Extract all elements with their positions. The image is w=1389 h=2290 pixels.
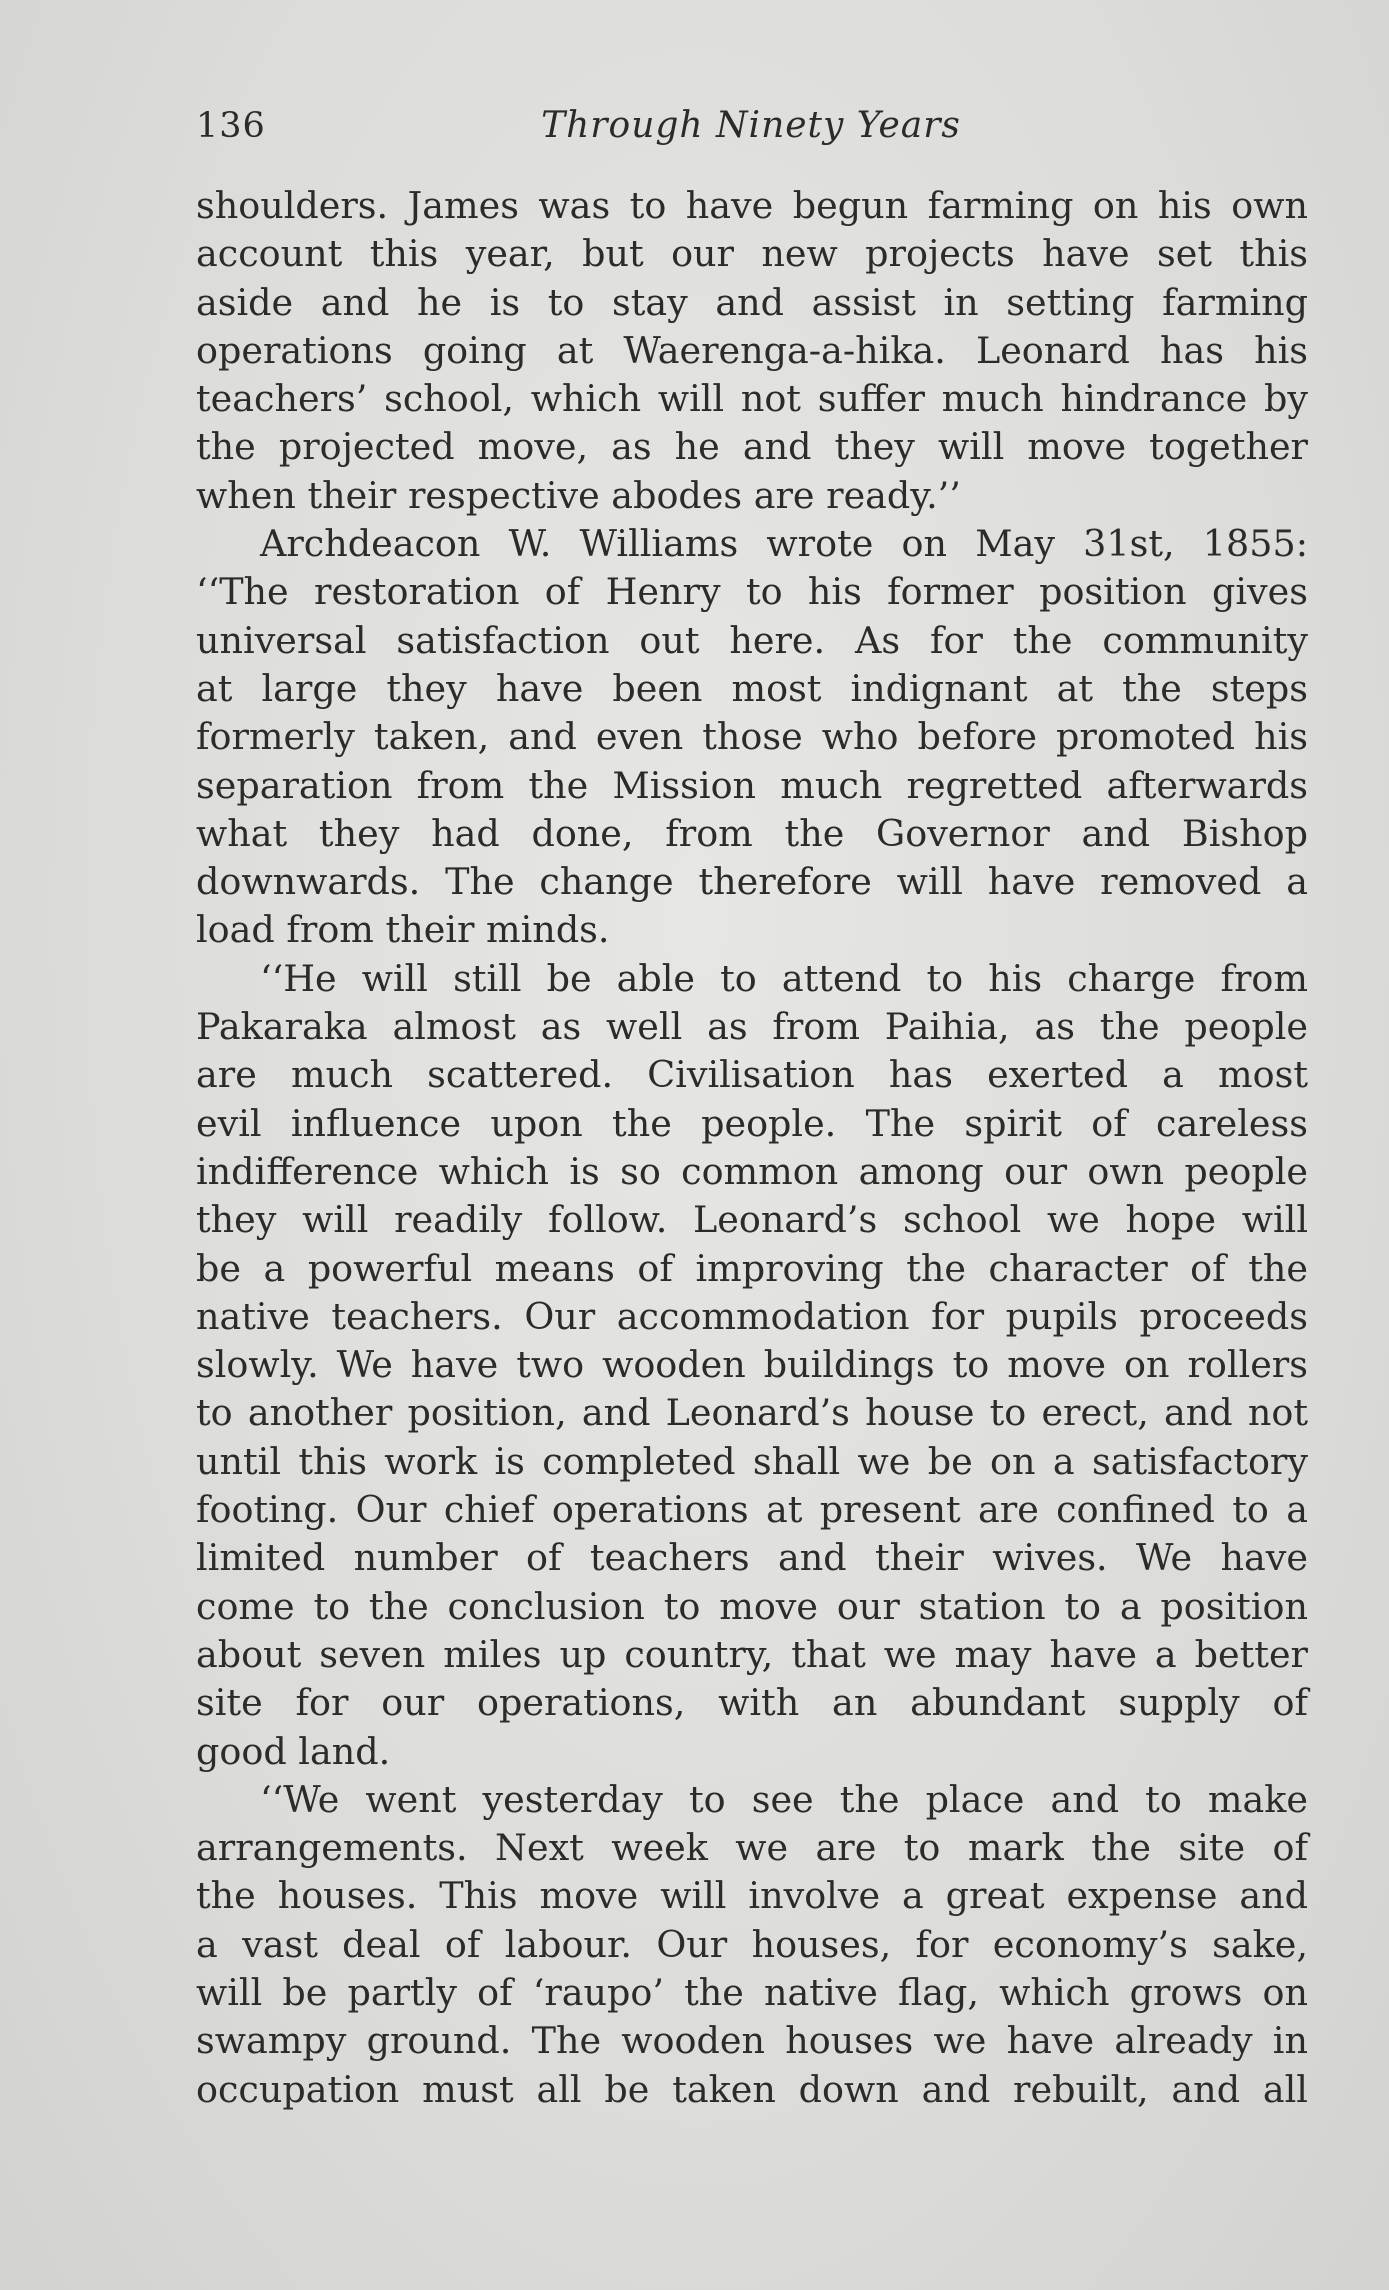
paragraph	[196, 955, 1308, 1776]
text-line: ‘‘He will still be able to attend to his charge from	[260, 956, 1308, 1000]
text-line: load from their minds.	[196, 908, 610, 952]
text-line: native teachers. Our accommodation for pupils proceeds	[196, 1294, 1308, 1338]
text-line: teachers’ school, which will not suffer much hindrance by	[196, 377, 1308, 421]
text-line: site for our operations, with an abundant supply of	[196, 1681, 1308, 1725]
text-line: limited number of teachers and their wives. We have	[196, 1536, 1308, 1580]
running-title: Through Ninety Years	[541, 105, 961, 146]
text-line: ‘‘We went yesterday to see the place and to make	[260, 1777, 1308, 1821]
text-line: Pakaraka almost as well as from Paihia, as the people	[196, 1005, 1308, 1049]
text-line: universal satisfaction out here. As for the community	[196, 618, 1308, 662]
text-line: the houses. This move will involve a great expense and	[196, 1874, 1308, 1918]
page-body	[196, 182, 1308, 2114]
text-line: slowly. We have two wooden buildings to move on rollers	[196, 1343, 1308, 1387]
paragraph	[196, 182, 1308, 520]
text-line: they will readily follow. Leonard’s school we hope will	[196, 1198, 1308, 1242]
paragraph	[196, 520, 1308, 955]
text-line: to another position, and Leonard’s house to erect, and not	[196, 1391, 1308, 1435]
text-line: indifference which is so common among our own people	[196, 1149, 1308, 1193]
page-header	[196, 96, 1306, 156]
text-line: good land.	[196, 1729, 391, 1773]
text-line: arrangements. Next week we are to mark the site of	[196, 1826, 1308, 1870]
text-line: come to the conclusion to move our station to a position	[196, 1584, 1308, 1628]
text-line: ‘‘The restoration of Henry to his former position gives	[196, 570, 1308, 614]
text-line: what they had done, from the Governor and Bishop	[196, 811, 1308, 855]
text-line: occupation must all be taken down and rebuilt, and all	[196, 2067, 1308, 2111]
text-line: will be partly of ‘raupo’ the native flag, which grows on	[196, 1970, 1308, 2014]
text-line: Archdeacon W. Williams wrote on May 31st, 1855:	[260, 522, 1308, 566]
text-line: footing. Our chief operations at present are confined to a	[196, 1488, 1308, 1532]
text-line: account this year, but our new projects have set this	[196, 232, 1308, 276]
text-line: aside and he is to stay and assist in setting farming	[196, 280, 1308, 324]
text-line: evil influence upon the people. The spirit of careless	[196, 1101, 1308, 1145]
text-line: until this work is completed shall we be on a satisfactory	[196, 1439, 1308, 1483]
text-line: are much scattered. Civilisation has exerted a most	[196, 1053, 1308, 1097]
text-line: shoulders. James was to have begun farming on his own	[196, 184, 1308, 227]
text-line: the projected move, as he and they will move together	[196, 425, 1308, 469]
text-line: about seven miles up country, that we may have a better	[196, 1632, 1308, 1676]
text-line: operations going at Waerenga-a-hika. Leonard has his	[196, 328, 1308, 372]
text-line: at large they have been most indignant at the steps	[196, 666, 1308, 710]
text-line: when their respective abodes are ready.’’	[196, 473, 961, 517]
text-line: be a powerful means of improving the character of the	[196, 1246, 1308, 1290]
page-number: 136	[196, 106, 266, 146]
text-line: formerly taken, and even those who before promoted his	[196, 715, 1308, 759]
text-line: separation from the Mission much regretted afterwards	[196, 763, 1308, 807]
text-line: swampy ground. The wooden houses we have already in	[196, 2019, 1308, 2063]
text-line: a vast deal of labour. Our houses, for economy’s sake,	[196, 1922, 1308, 1966]
paragraph	[196, 1776, 1308, 2114]
text-line: downwards. The change therefore will have removed a	[196, 860, 1308, 904]
